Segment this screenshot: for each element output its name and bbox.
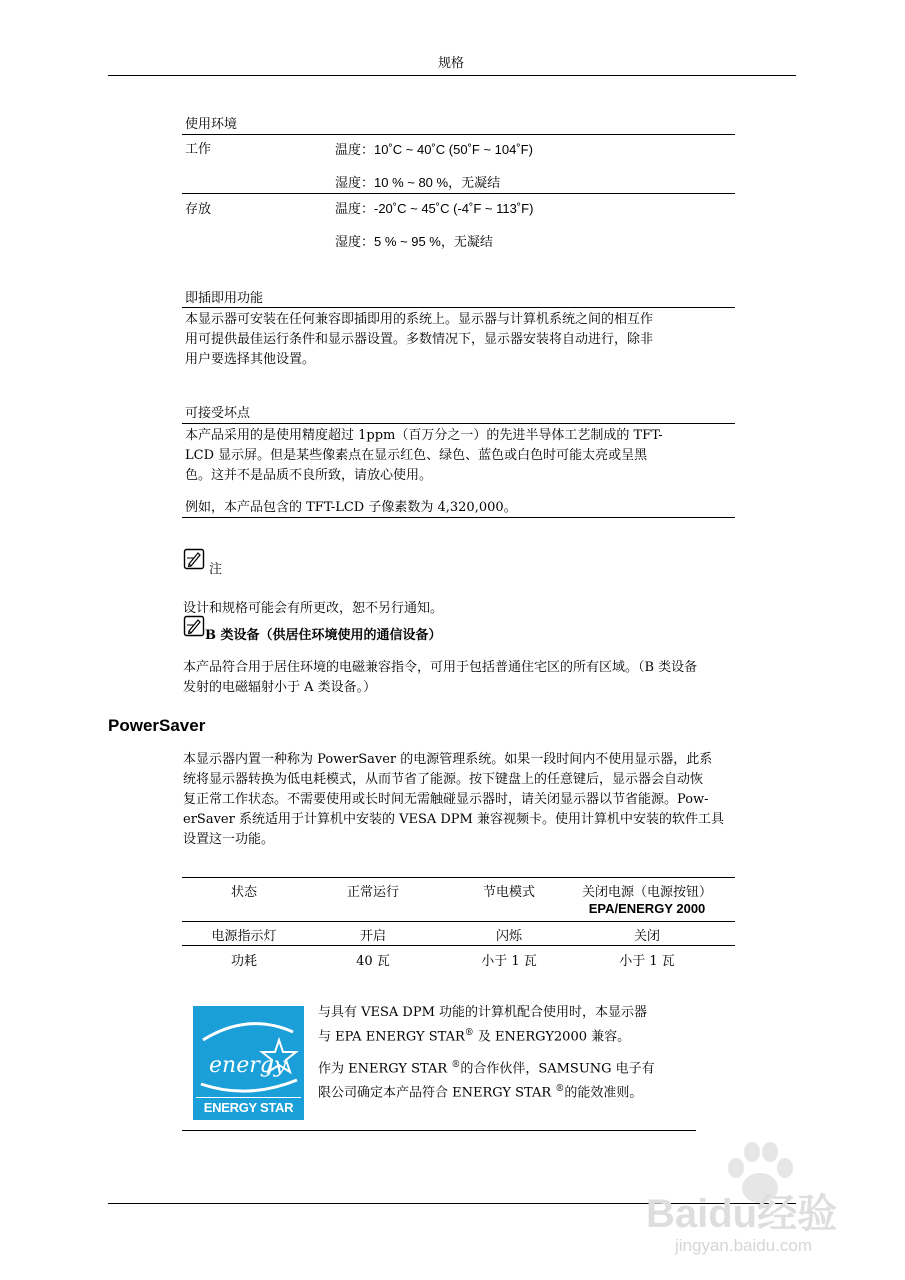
table-row	[182, 950, 735, 970]
powersaver-line: 设置这一功能。	[183, 832, 275, 847]
dead-pixels-rule-bottom	[182, 517, 735, 518]
env-row-operating-temp: 温度：10˚C ~ 40˚C (50˚F ~ 104˚F)	[335, 142, 533, 157]
energy-p2-line2a: 限公司确定本产品符合 ENERGY STAR	[318, 1085, 556, 1101]
dead-pixels-body	[185, 426, 745, 486]
env-row-operating-label: 工作	[185, 142, 212, 157]
note-icon	[183, 548, 205, 570]
note2-line: 发射的电磁辐射小于 A 类设备。）	[183, 680, 377, 695]
powersaver-title: PowerSaver	[108, 716, 206, 735]
note1-text: 设计和规格可能会有所更改，恕不另行通知。	[183, 601, 444, 616]
note2-body	[183, 658, 803, 698]
watermark-url: jingyan.baidu.com	[675, 1236, 813, 1255]
energy-star-logo-label: ENERGY STAR	[203, 1100, 294, 1115]
energy-rule-bottom	[182, 1130, 696, 1131]
pnp-line: 本显示器可安装在任何兼容即插即用的系统上。显示器与计算机系统之间的相互作	[185, 312, 654, 327]
ps-table-rule-header	[182, 921, 735, 922]
energy-p1-line2b: 及 ENERGY2000 兼容。	[473, 1029, 631, 1045]
ps-cell: 40 瓦	[356, 954, 390, 969]
energy-p2-line1a: 作为 ENERGY STAR	[318, 1061, 452, 1077]
energy-paragraph-2	[318, 1055, 708, 1104]
ps-cell: 功耗	[230, 954, 257, 969]
powersaver-line: erSaver 系统适用于计算机中安装的 VESA DPM 兼容视频卡。使用计算机中安装的软件工具	[183, 812, 724, 827]
dead-pixels-line: 本产品采用的是使用精度超过 1ppm（百万分之一）的先进半导体工艺制成的 TFT-	[185, 428, 663, 443]
ps-cell: 关闭	[633, 929, 660, 944]
plug-and-play-heading: 即插即用功能	[185, 290, 264, 305]
header-rule	[108, 75, 796, 76]
energy-star-emblem-icon	[193, 1006, 304, 1098]
watermark-brand: Baidu经验	[646, 1192, 838, 1236]
ps-table-header	[182, 881, 735, 921]
energy-p2-line1b: 的合作伙伴，SAMSUNG 电子有	[460, 1061, 655, 1077]
powersaver-line: 本显示器内置一种称为 PowerSaver 的电源管理系统。如果一段时间内不使用显示器，此系	[183, 752, 713, 767]
energy-p2-line2b: 的能效准则。	[564, 1085, 643, 1101]
energy-paragraph-1	[318, 1003, 708, 1047]
ps-header-normal: 正常运行	[346, 885, 399, 900]
ps-table-rule-top	[182, 877, 735, 878]
ps-header-off: 关闭电源（电源按钮）	[581, 885, 712, 900]
dead-pixels-heading: 可接受坏点	[185, 405, 251, 420]
table-row	[182, 925, 735, 945]
note2-label: B 类设备（供居住环境使用的通信设备）	[205, 628, 442, 643]
energy-p1-line2a: 与 EPA ENERGY STAR	[318, 1029, 465, 1045]
ps-cell: 小于 1 瓦	[619, 954, 675, 969]
baidu-watermark	[640, 1140, 890, 1270]
ps-header-state: 状态	[230, 885, 257, 900]
env-row-storage-label: 存放	[185, 202, 212, 217]
powersaver-line: 复正常工作状态。不需要使用或长时间无需触碰显示器时，请关闭显示器以节省能源。Pow-	[183, 792, 709, 807]
ps-cell: 小于 1 瓦	[481, 954, 537, 969]
ps-cell: 闪烁	[495, 929, 522, 944]
environment-rule-mid	[182, 193, 735, 194]
pnp-line: 用可提供最佳运行条件和显示器设置。多数情况下，显示器安装将自动进行，除非	[185, 332, 654, 347]
dead-pixels-line: LCD 显示屏。但是某些像素点在显示红色、绿色、蓝色或白色时可能太亮或呈黑	[185, 448, 648, 463]
env-row-operating-humidity: 湿度：10 % ~ 80 %，无凝结	[335, 175, 501, 190]
ps-header-saving: 节电模式	[482, 885, 535, 900]
registered-mark: ®	[464, 1028, 474, 1038]
note2-line: 本产品符合用于居住环境的电磁兼容指令，可用于包括普通住宅区的所有区域。（B 类设备	[183, 660, 698, 675]
environment-heading: 使用环境	[185, 116, 238, 131]
ps-header-off-sub: EPA/ENERGY 2000	[588, 901, 706, 916]
ps-cell: 开启	[359, 929, 386, 944]
header-title: 规格	[437, 55, 464, 70]
note-icon	[183, 615, 205, 637]
dead-pixels-rule-top	[182, 423, 735, 424]
energy-script-text: energy	[209, 1053, 287, 1078]
note1-label: 注	[209, 562, 223, 577]
ps-table-rule-row	[182, 945, 735, 946]
energy-p1-line1: 与具有 VESA DPM 功能的计算机配合使用时，本显示器	[318, 1005, 648, 1020]
powersaver-line: 统将显示器转换为低电耗模式，从而节省了能源。按下键盘上的任意键后，显示器会自动恢	[183, 772, 704, 787]
energy-star-logo	[193, 1006, 304, 1120]
env-row-storage-humidity: 湿度：5 % ~ 95 %，无凝结	[335, 234, 493, 249]
powersaver-body	[183, 750, 803, 850]
pnp-line: 用户要选择其他设置。	[185, 352, 316, 367]
environment-rule-top	[182, 134, 735, 135]
registered-mark: ®	[555, 1084, 565, 1095]
ps-cell: 电源指示灯	[211, 929, 277, 944]
env-row-storage-temp: 温度：-20˚C ~ 45˚C (-4˚F ~ 113˚F)	[335, 201, 534, 216]
plug-and-play-rule	[182, 307, 735, 308]
dead-pixels-line: 色。这并不是品质不良所致，请放心使用。	[185, 468, 433, 483]
page-header	[108, 52, 794, 71]
plug-and-play-body	[185, 310, 745, 370]
dead-pixels-example: 例如，本产品包含的 TFT-LCD 子像素数为 4,320,000。	[185, 500, 517, 515]
registered-mark: ®	[451, 1060, 461, 1070]
